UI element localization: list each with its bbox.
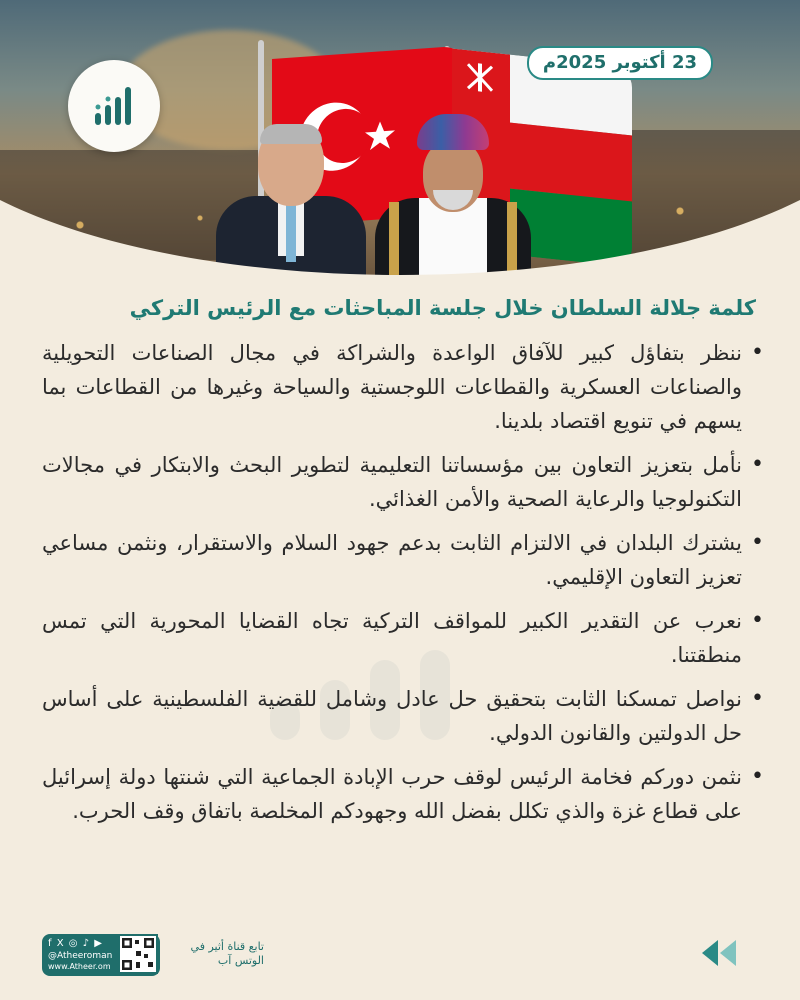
list-item: • نثمن دوركم فخامة الرئيس لوقف حرب الإبادة الجماعية التي شنتها دولة إسرائيل على قطاع غزة والذي تكلل بفضل الله وجهودكم المخلصة باتفاق وقف الحرب. (42, 760, 764, 828)
list-item: • نواصل تمسكنا الثابت بتحقيق حل عادل وشامل للقضية الفلسطينية على أساس حل الدولتين والقانون الدولي. (42, 682, 764, 750)
atheer-logo-icon (91, 83, 137, 129)
social-icons[interactable]: f X ◎ ♪ ▶ (48, 938, 103, 949)
logo (68, 60, 160, 152)
list-item: • ننظر بتفاؤل كبير للآفاق الواعدة والشراكة في مجال الصناعات التحويلية والصناعات العسكرية والقطاعات اللوجستية والسياحة وغيرها من القطاعات بما يسهم في تنويع اقتصاد بلدينا. (42, 336, 764, 438)
page-title: كلمة جلالة السلطان خلال جلسة المباحثات مع الرئيس التركي (129, 296, 756, 320)
list-item: • نأمل بتعزيز التعاون بين مؤسساتنا التعليمية لتطوير البحث والابتكار في مجالات التكنولوجيا والرعاية الصحية والأمن الغذائي. (42, 448, 764, 516)
whatsapp-follow-text[interactable]: تابع قناة أثير في الوتس آب (190, 940, 264, 967)
social-handle: @Atheeroman (48, 951, 113, 961)
double-chevron-left-icon[interactable] (700, 938, 740, 968)
qr-code-icon[interactable] (118, 934, 158, 974)
date-badge: 23 أكتوبر 2025م (527, 46, 713, 80)
statement-list (42, 336, 764, 838)
list-item: • نعرب عن التقدير الكبير للمواقف التركية تجاه القضايا المحورية التي تمس منطقتنا. (42, 604, 764, 672)
website-url[interactable]: www.Atheer.om (48, 962, 111, 971)
list-item: • يشترك البلدان في الالتزام الثابت بدعم جهود السلام والاستقرار، ونثمن مساعي تعزيز التعاون الإقليمي. (42, 526, 764, 594)
